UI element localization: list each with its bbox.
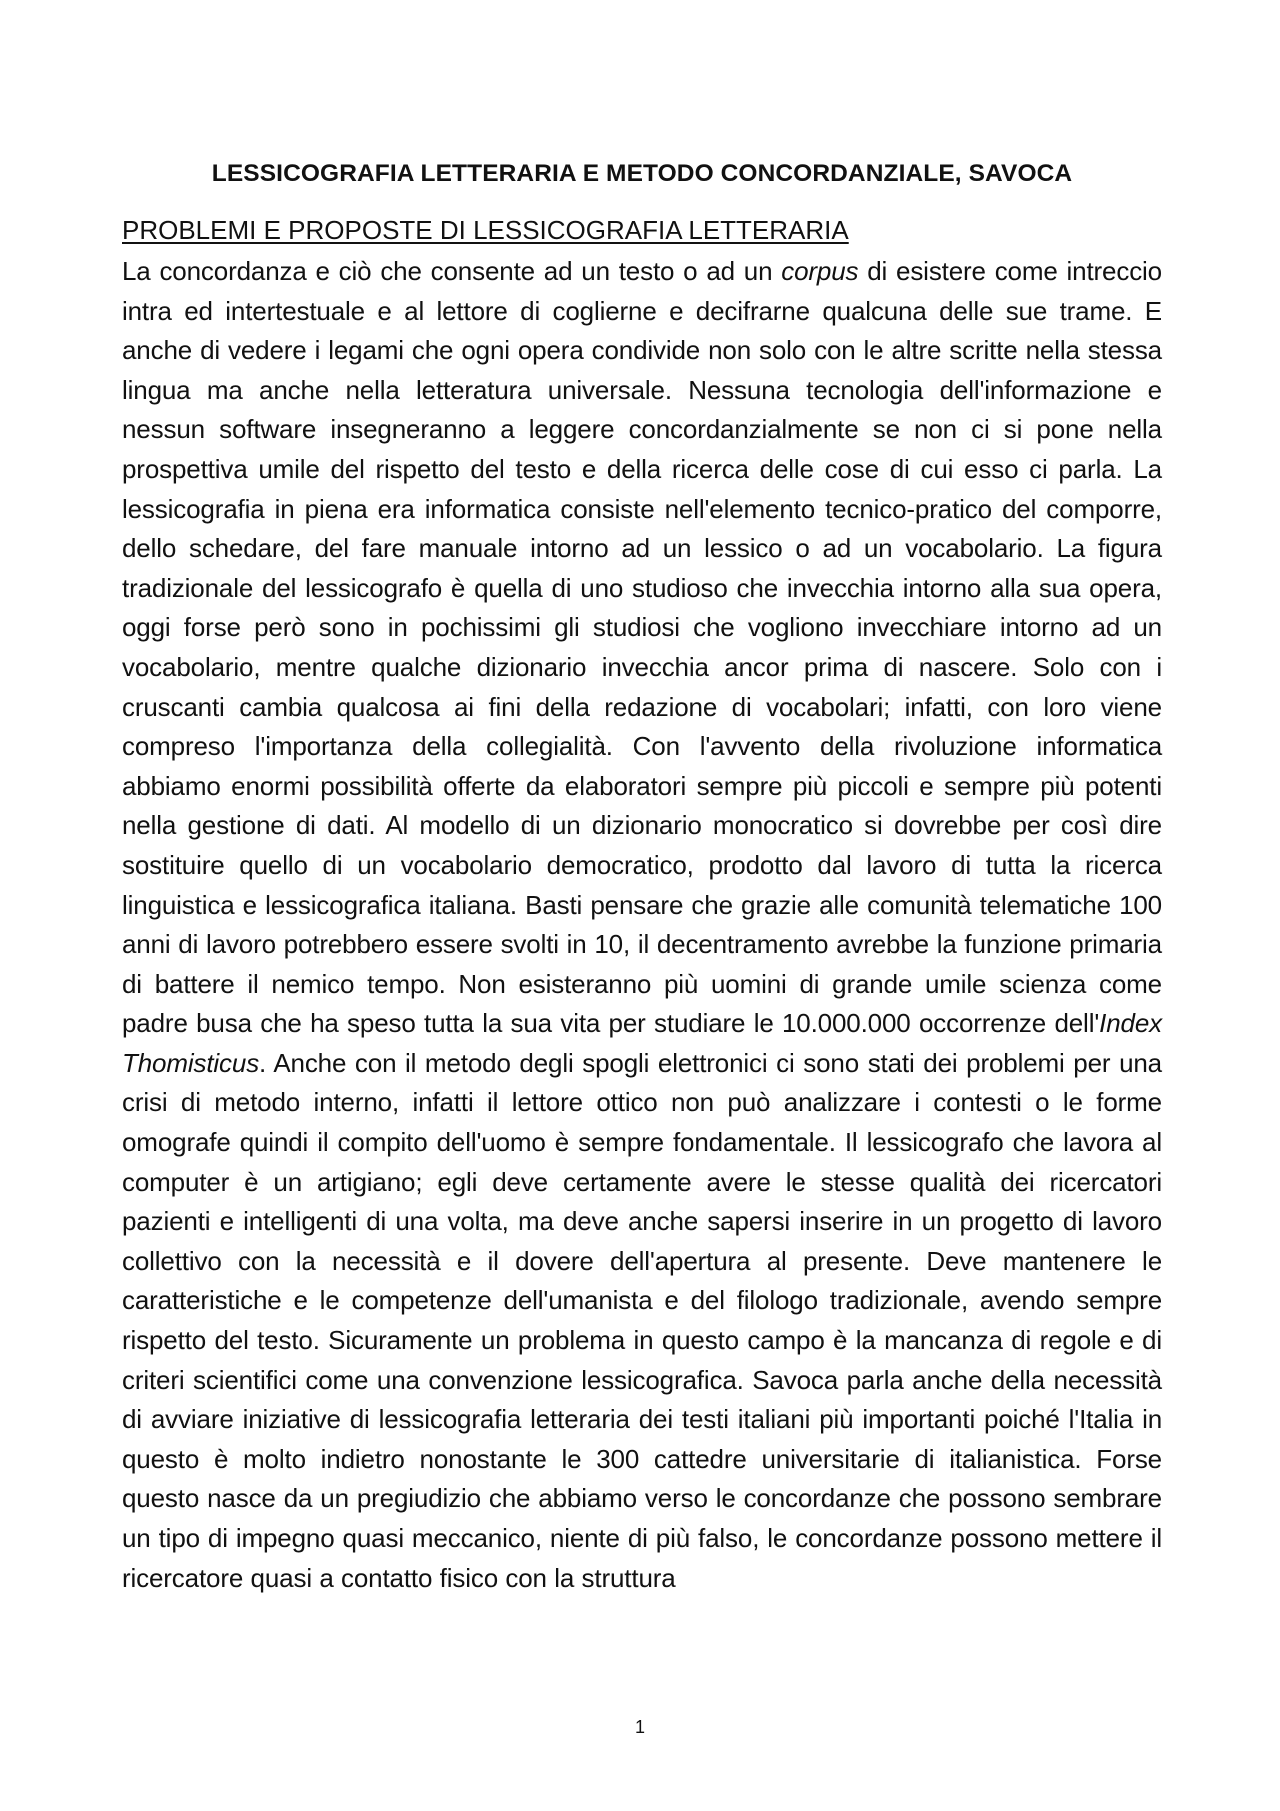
page-number: 1 [634,1717,645,1737]
italic-term-corpus: corpus [781,256,859,286]
paragraph-text-3: . Anche con il metodo degli spogli elettronici ci sono stati dei problemi per una crisi di metodo interno, infatti il lettore ottico non può analizzare i contesti o le forme omografe quindi il compito dell'uomo è sempre fondamentale. Il lessicografo che lavora al computer è un artigiano; egli deve certamente avere le stesse qualità dei ricercatori pazienti e intelligenti di una volta, ma deve anche sapersi inserire in un progetto di lavoro collettivo con la necessità e il dovere dell'apertura al presente. Deve mantenere le caratteristiche e le competenze dell'umanista e del filologo tradizionale, avendo sempre rispetto del testo. Sicuramente un problema in questo campo è la mancanza di regole e di criteri scientifici come una convenzione lessicografica. Savoca parla anche della necessità di avviare iniziative di lessicografia letteraria dei testi italiani più importanti poiché l'Italia in questo è molto indietro nonostante le 300 cattedre universitarie di italianistica. Forse questo nasce da un pregiudizio che abbiamo verso le concordanze che possono sembrare un tipo di impegno quasi meccanico, niente di più falso, le concordanze possono mettere il ricercatore quasi a contatto fisico con la struttura [122,1047,1162,1593]
body-paragraph [122,252,1162,1598]
section-heading: PROBLEMI E PROPOSTE DI LESSICOGRAFIA LETTERARIA [122,215,849,245]
paragraph-text-1: La concordanza e ciò che consente ad un testo o ad un [122,256,782,286]
paragraph-text-2: di esistere come intreccio intra ed intertestuale e al lettore di coglierne e decifrarne qualcuna delle sue trame. E anche di vedere i legami che ogni opera condivide non solo con le altre scritte nella stessa lingua ma anche nella letteratura universale. Nessuna tecnologia dell'informazione e nessun software insegneranno a leggere concordanzialmente se non ci si pone nella prospettiva umile del rispetto del testo e della ricerca delle cose di cui esso ci parla. La lessicografia in piena era informatica consiste nell'elemento tecnico-pratico del comporre, dello schedare, del fare manuale intorno ad un lessico o ad un vocabolario. La figura tradizionale del lessicografo è quella di uno studioso che invecchia intorno alla sua opera, oggi forse però sono in pochissimi gli studiosi che vogliono invecchiare intorno ad un vocabolario, mentre qualche dizionario invecchia ancor prima di nascere. Solo con i cruscanti cambia qualcosa ai fini della redazione di vocabolari; infatti, con loro viene compreso l'importanza della collegialità. Con l'avvento della rivoluzione informatica abbiamo enormi possibilità offerte da elaboratori sempre più piccoli e sempre più potenti nella gestione di dati. Al modello di un dizionario monocratico si dovrebbe per così dire sostituire quello di un vocabolario democratico, prodotto dal lavoro di tutta la ricerca linguistica e lessicografica italiana. Basti pensare che grazie alle comunità telematiche 100 anni di lavoro potrebbero essere svolti in 10, il decentramento avrebbe la funzione primaria di battere il nemico tempo. Non esisteranno più uomini di grande umile scienza come padre busa che ha speso tutta la sua vita per studiare le 10.000.000 occorrenze dell' [122,256,1162,1039]
document-title: LESSICOGRAFIA LETTERARIA E METODO CONCORDANZIALE, SAVOCA [211,160,1073,187]
italic-term-index-thomisticus: Index Thomisticus [122,1008,1162,1078]
